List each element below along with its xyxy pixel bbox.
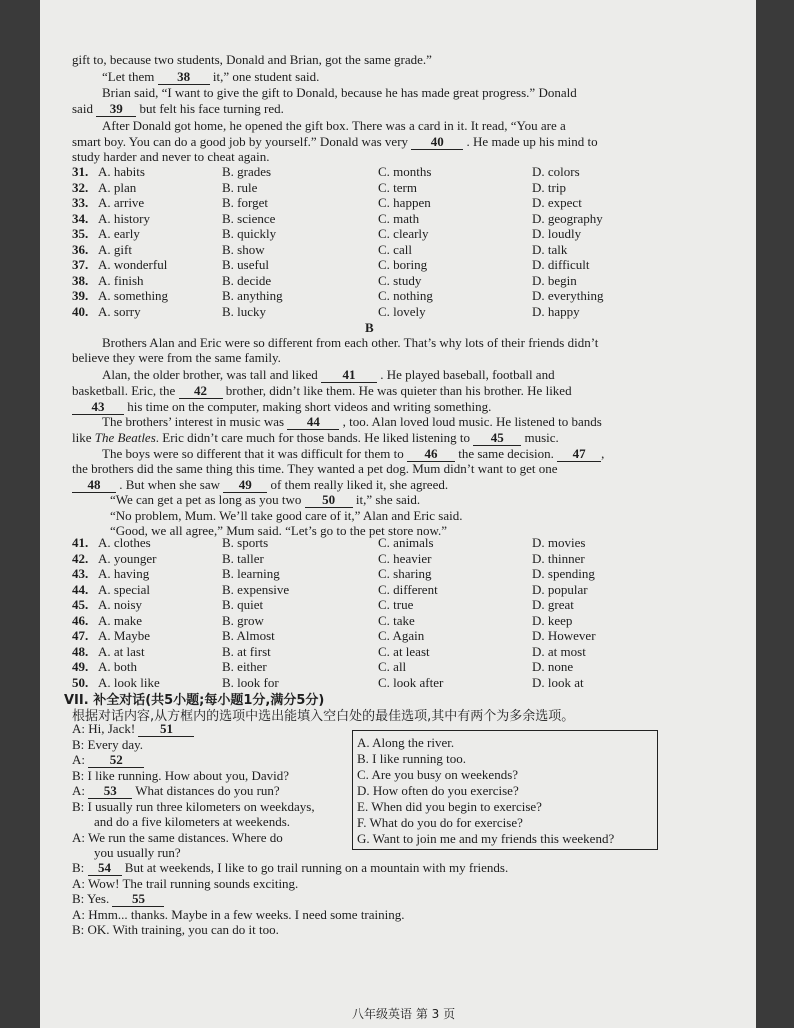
text: A: Hi, Jack! xyxy=(72,721,136,736)
option-a: A. at last xyxy=(98,643,145,659)
question-number: 47. xyxy=(72,628,89,643)
question-number: 42. xyxy=(72,550,89,566)
blank-45: 45 xyxy=(473,430,521,446)
option-a: A. plan xyxy=(98,179,137,195)
option-a: A. early xyxy=(98,226,140,241)
option-c: C. lovely xyxy=(378,303,426,319)
dialogue-line: B: I usually run three kilometers on weekdays, xyxy=(72,799,315,814)
text: , too. Alan loved loud music. He listened to bands xyxy=(342,414,602,429)
text: . Eric didn’t care much for those bands. He liked listening to xyxy=(155,430,470,445)
text: “Let them xyxy=(102,69,155,84)
text: said xyxy=(72,101,93,116)
text: brother, didn’t like them. He was quieter than his brother. He liked xyxy=(225,383,572,398)
question-number: 39. xyxy=(72,288,89,303)
option-d: D. at most xyxy=(532,643,586,659)
question-number: 36. xyxy=(72,241,89,257)
text: A: xyxy=(72,783,85,798)
dialogue-line: A: We run the same distances. Where do xyxy=(72,830,283,845)
option-c: C. happen xyxy=(378,195,431,210)
question-number: 49. xyxy=(72,659,89,674)
question-number: 48. xyxy=(72,643,89,659)
passage-line: gift to, because two students, Donald and Brian, got the same grade.” xyxy=(72,52,432,67)
text: . He played baseball, football and xyxy=(380,367,555,382)
section-b-title: B xyxy=(365,320,374,335)
blank-47: 47 xyxy=(557,446,601,462)
exam-page xyxy=(40,0,756,1028)
blank-50: 50 xyxy=(305,492,353,508)
blank-40: 40 xyxy=(411,134,463,150)
option-d: D. spending xyxy=(532,566,595,581)
passage-line xyxy=(102,414,602,430)
box-option-a: A. Along the river. xyxy=(357,735,455,750)
blank-53: 53 xyxy=(88,783,132,799)
passage-line: study harder and never to cheat again. xyxy=(72,149,270,164)
option-a: A. look like xyxy=(98,674,160,690)
option-a: A. having xyxy=(98,566,150,581)
passage-line xyxy=(102,69,319,85)
option-b: B. Almost xyxy=(222,628,275,643)
option-b: B. decide xyxy=(222,272,272,288)
section-instruction: 根据对话内容,从方框内的选项中选出能填入空白处的最佳选项,其中有两个为多余选项。 xyxy=(72,709,575,724)
option-d: D. However xyxy=(532,628,596,643)
option-d: D. difficult xyxy=(532,257,590,272)
text: it,” she said. xyxy=(355,492,421,507)
passage-line xyxy=(72,430,559,446)
option-c: C. at least xyxy=(378,643,430,659)
box-option-e: E. When did you begin to exercise? xyxy=(357,799,542,814)
text: B: xyxy=(72,860,85,875)
option-d: D. happy xyxy=(532,303,580,319)
option-d: D. trip xyxy=(532,179,566,195)
passage-line: Brothers Alan and Eric were so different from each other. That’s why lots of their friends didn’t xyxy=(102,335,599,350)
option-d: D. talk xyxy=(532,241,568,257)
option-b: B. sports xyxy=(222,535,269,550)
question-number: 33. xyxy=(72,195,89,210)
option-c: C. all xyxy=(378,659,407,674)
option-d: D. loudly xyxy=(532,226,582,241)
question-number: 37. xyxy=(72,257,89,272)
option-c: C. boring xyxy=(378,257,428,272)
option-a: A. noisy xyxy=(98,597,143,612)
dialogue-line: and do a five kilometers at weekends. xyxy=(94,814,291,829)
option-b: B. quickly xyxy=(222,226,277,241)
option-c: C. clearly xyxy=(378,226,429,241)
option-d: D. popular xyxy=(532,581,588,597)
question-number: 34. xyxy=(72,210,89,226)
option-b: B. anything xyxy=(222,288,283,303)
option-b: B. look for xyxy=(222,674,279,690)
option-c: C. take xyxy=(378,612,415,628)
option-c: C. different xyxy=(378,581,438,597)
text: . But when she saw xyxy=(119,477,220,492)
passage-line: “Good, we all agree,” Mum said. “Let’s go to the pet store now.” xyxy=(110,523,448,538)
blank-49: 49 xyxy=(223,477,267,493)
option-a: A. wonderful xyxy=(98,257,168,272)
text: The brothers’ interest in music was xyxy=(102,414,285,429)
text: the same decision. xyxy=(458,446,554,461)
text: . He made up his mind to xyxy=(466,134,598,149)
option-b: B. taller xyxy=(222,550,264,566)
option-b: B. grow xyxy=(222,612,264,628)
option-d: D. everything xyxy=(532,288,604,303)
option-d: D. colors xyxy=(532,164,580,179)
blank-54: 54 xyxy=(88,860,122,876)
option-d: D. movies xyxy=(532,535,586,550)
blank-52: 52 xyxy=(88,752,144,768)
option-c: C. nothing xyxy=(378,288,433,303)
question-number: 45. xyxy=(72,597,89,612)
option-c: C. Again xyxy=(378,628,425,643)
text: The boys were so different that it was difficult for them to xyxy=(102,446,404,461)
dialogue-line: B: I like running. How about you, David? xyxy=(72,768,289,783)
option-d: D. geography xyxy=(532,210,603,226)
passage-line xyxy=(72,101,284,117)
blank-43: 43 xyxy=(72,399,124,415)
box-option-d: D. How often do you exercise? xyxy=(357,783,519,798)
option-b: B. science xyxy=(222,210,276,226)
box-option-b: B. I like running too. xyxy=(357,751,467,766)
dialogue-line xyxy=(72,891,164,907)
dialogue-line: you usually run? xyxy=(94,845,181,860)
passage-line: “No problem, Mum. We’ll take good care of it,” Alan and Eric said. xyxy=(110,508,463,523)
blank-42: 42 xyxy=(179,383,223,399)
blank-55: 55 xyxy=(112,891,164,907)
passage-line xyxy=(72,134,598,150)
option-c: C. sharing xyxy=(378,566,432,581)
option-a: A. gift xyxy=(98,241,132,257)
option-b: B. either xyxy=(222,659,267,674)
blank-39: 39 xyxy=(96,101,136,117)
blank-46: 46 xyxy=(407,446,455,462)
option-a: A. make xyxy=(98,612,143,628)
dialogue-line xyxy=(72,752,144,768)
question-number: 32. xyxy=(72,179,89,195)
option-c: C. animals xyxy=(378,535,434,550)
text: But at weekends, I like to go trail running on a mountain with my friends. xyxy=(124,860,509,875)
question-number: 43. xyxy=(72,566,89,581)
option-a: A. sorry xyxy=(98,303,141,319)
option-a: A. special xyxy=(98,581,150,597)
text: of them really liked it, she agreed. xyxy=(270,477,449,492)
option-b: B. lucky xyxy=(222,303,267,319)
box-option-g: G. Want to join me and my friends this weekend? xyxy=(357,831,615,846)
dialogue-line xyxy=(72,783,280,799)
passage-line: Brian said, “I want to give the gift to Donald, because he has made great progress.” Donald xyxy=(102,85,577,100)
text: like xyxy=(72,430,92,445)
option-c: C. look after xyxy=(378,674,444,690)
passage-line xyxy=(102,446,604,462)
option-b: B. useful xyxy=(222,257,269,272)
option-a: A. finish xyxy=(98,272,144,288)
option-c: C. math xyxy=(378,210,420,226)
box-option-f: F. What do you do for exercise? xyxy=(357,815,523,830)
option-a: A. arrive xyxy=(98,195,145,210)
text: it,” one student said. xyxy=(212,69,320,84)
passage-line: After Donald got home, he opened the gift box. There was a card in it. It read, “You are a xyxy=(102,118,566,133)
box-option-c: C. Are you busy on weekends? xyxy=(357,767,519,782)
option-d: D. keep xyxy=(532,612,573,628)
option-c: C. study xyxy=(378,272,422,288)
passage-line xyxy=(102,367,555,383)
option-b: B. quiet xyxy=(222,597,264,612)
blank-41: 41 xyxy=(321,367,377,383)
text: but felt his face turning red. xyxy=(139,101,284,116)
blank-51: 51 xyxy=(138,721,194,737)
option-d: D. look at xyxy=(532,674,584,690)
dialogue-line: A: Hmm... thanks. Maybe in a few weeks. I need some training. xyxy=(72,907,405,922)
dialogue-line xyxy=(72,860,508,876)
option-a: A. Maybe xyxy=(98,628,150,643)
passage-line xyxy=(72,399,491,415)
question-number: 38. xyxy=(72,272,89,288)
option-b: B. forget xyxy=(222,195,268,210)
option-a: A. younger xyxy=(98,550,157,566)
option-c: C. months xyxy=(378,164,432,179)
option-d: D. begin xyxy=(532,272,577,288)
text: smart boy. You can do a good job by yourself.” Donald was very xyxy=(72,134,409,149)
text: , xyxy=(601,446,605,461)
question-number: 46. xyxy=(72,612,89,628)
option-a: A. habits xyxy=(98,164,145,179)
option-c: C. true xyxy=(378,597,414,612)
option-b: B. rule xyxy=(222,179,258,195)
option-c: C. call xyxy=(378,241,412,257)
option-a: A. history xyxy=(98,210,150,226)
page-footer: 八年级英语 第 3 页 xyxy=(352,1007,456,1021)
text: A: xyxy=(72,752,85,767)
text: What distances do you run? xyxy=(135,783,280,798)
option-a: A. both xyxy=(98,659,137,674)
text: his time on the computer, making short videos and writing something. xyxy=(127,399,492,414)
text: basketball. Eric, the xyxy=(72,383,176,398)
options-box xyxy=(352,730,658,850)
passage-line xyxy=(72,477,448,493)
option-b: B. learning xyxy=(222,566,280,581)
option-d: D. none xyxy=(532,659,574,674)
question-number: 35. xyxy=(72,226,89,241)
option-a: A. clothes xyxy=(98,535,151,550)
question-number: 41. xyxy=(72,535,89,550)
dialogue-line: A: Wow! The trail running sounds exciting. xyxy=(72,876,299,891)
passage-line xyxy=(72,383,572,399)
section-title: VII. 补全对话(共5小题;每小题1分,满分5分) xyxy=(64,693,325,708)
option-d: D. expect xyxy=(532,195,582,210)
dialogue-line: B: OK. With training, you can do it too. xyxy=(72,922,279,937)
option-b: B. expensive xyxy=(222,581,290,597)
text: Alan, the older brother, was tall and liked xyxy=(102,367,318,382)
option-b: B. grades xyxy=(222,164,272,179)
option-d: D. thinner xyxy=(532,550,585,566)
passage-line: believe they were from the same family. xyxy=(72,350,281,365)
question-number: 40. xyxy=(72,303,89,319)
question-number: 31. xyxy=(72,164,89,179)
option-b: B. at first xyxy=(222,643,271,659)
blank-48: 48 xyxy=(72,477,116,493)
text: music. xyxy=(524,430,559,445)
text: B: Yes. xyxy=(72,891,110,906)
question-number: 44. xyxy=(72,581,89,597)
passage-line xyxy=(110,492,420,508)
band-name: The Beatles xyxy=(94,430,156,445)
dialogue-line xyxy=(72,721,194,737)
blank-38: 38 xyxy=(158,69,210,85)
option-c: C. term xyxy=(378,179,417,195)
option-c: C. heavier xyxy=(378,550,432,566)
blank-44: 44 xyxy=(287,414,339,430)
option-d: D. great xyxy=(532,597,574,612)
question-number: 50. xyxy=(72,674,89,690)
text: “We can get a pet as long as you two xyxy=(110,492,302,507)
passage-line: the brothers did the same thing this time. They wanted a pet dog. Mum didn’t want to get one xyxy=(72,461,558,476)
dialogue-line: B: Every day. xyxy=(72,737,143,752)
option-a: A. something xyxy=(98,288,169,303)
option-b: B. show xyxy=(222,241,265,257)
